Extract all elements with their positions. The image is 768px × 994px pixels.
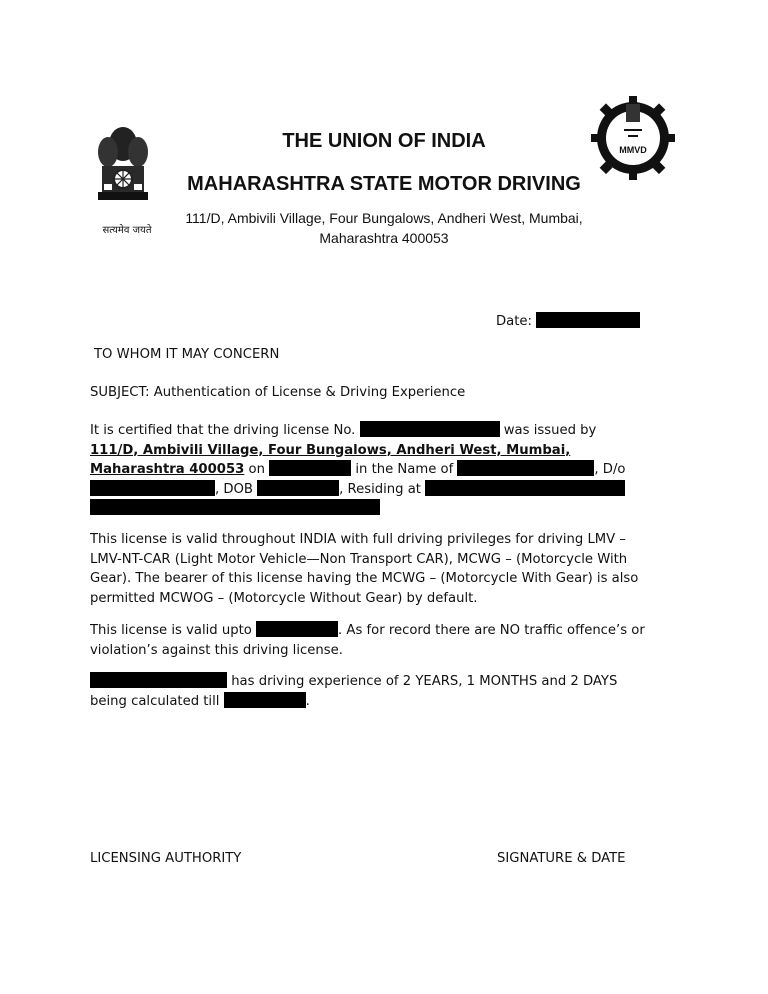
page-title: THE UNION OF INDIA [282,130,486,152]
redacted-holder-name [457,460,594,476]
para1-line1: It is certified that the driving license No. was issued by [90,423,597,438]
redacted-date [536,312,640,328]
para1-line4: , DOB , Residing at [90,480,690,500]
date-line [496,312,640,332]
signature-date-label: SIGNATURE & DATE [497,851,626,866]
page-subtitle: MAHARASHTRA STATE MOTOR DRIVING [187,173,581,195]
header-address-line1: 111/D, Ambivili Village, Four Bungalows, Andheri West, Mumbai, [185,210,583,226]
redacted-holder-name-2 [90,672,227,688]
para1-line5 [90,499,690,519]
redacted-valid-upto [256,621,338,637]
seal-text: MMVD [619,145,647,155]
redacted-calculation-date [224,692,306,708]
redacted-dob [257,480,339,496]
emblem-motto: सत्यमेव जयते [102,225,152,236]
licensing-authority-label: LICENSING AUTHORITY [90,851,242,866]
salutation: TO WHOM IT MAY CONCERN [94,347,280,362]
subject-line: SUBJECT: Authentication of License & Driving Experience [90,385,466,400]
expiry-paragraph: This license is valid upto . As for record there are NO traffic offence’s or violation’s against this driving license. [90,623,645,658]
para1-line3: Maharashtra 400053 on in the Name of , D/o [90,462,626,477]
date-label: Date: [496,314,532,329]
experience-paragraph: has driving experience of 2 YEARS, 1 MONTHS and 2 DAYS being calculated till . [90,674,618,709]
certification-paragraph [90,421,690,519]
redacted-address-part1 [425,480,625,496]
validity-paragraph: This license is valid throughout INDIA with full driving privileges for driving LMV – LMV-NT-CAR (Light Motor Vehicle—Non Transport CAR), MCWG – (Motorcycle With Gear). The bearer of this license having the MCWG – (Motorcycle With Gear) is also permitted MCWOG – (Motorcycle Without Gear) by default. [90,532,639,606]
redacted-issue-date [269,460,351,476]
redacted-address-part2 [90,499,380,515]
header-address-line2: Maharashtra 400053 [319,230,449,246]
redacted-license-number [360,421,500,437]
redacted-parent-name [90,480,215,496]
issuing-address-line1: 111/D, Ambivili Village, Four Bungalows, Andheri West, Mumbai, [90,442,571,458]
